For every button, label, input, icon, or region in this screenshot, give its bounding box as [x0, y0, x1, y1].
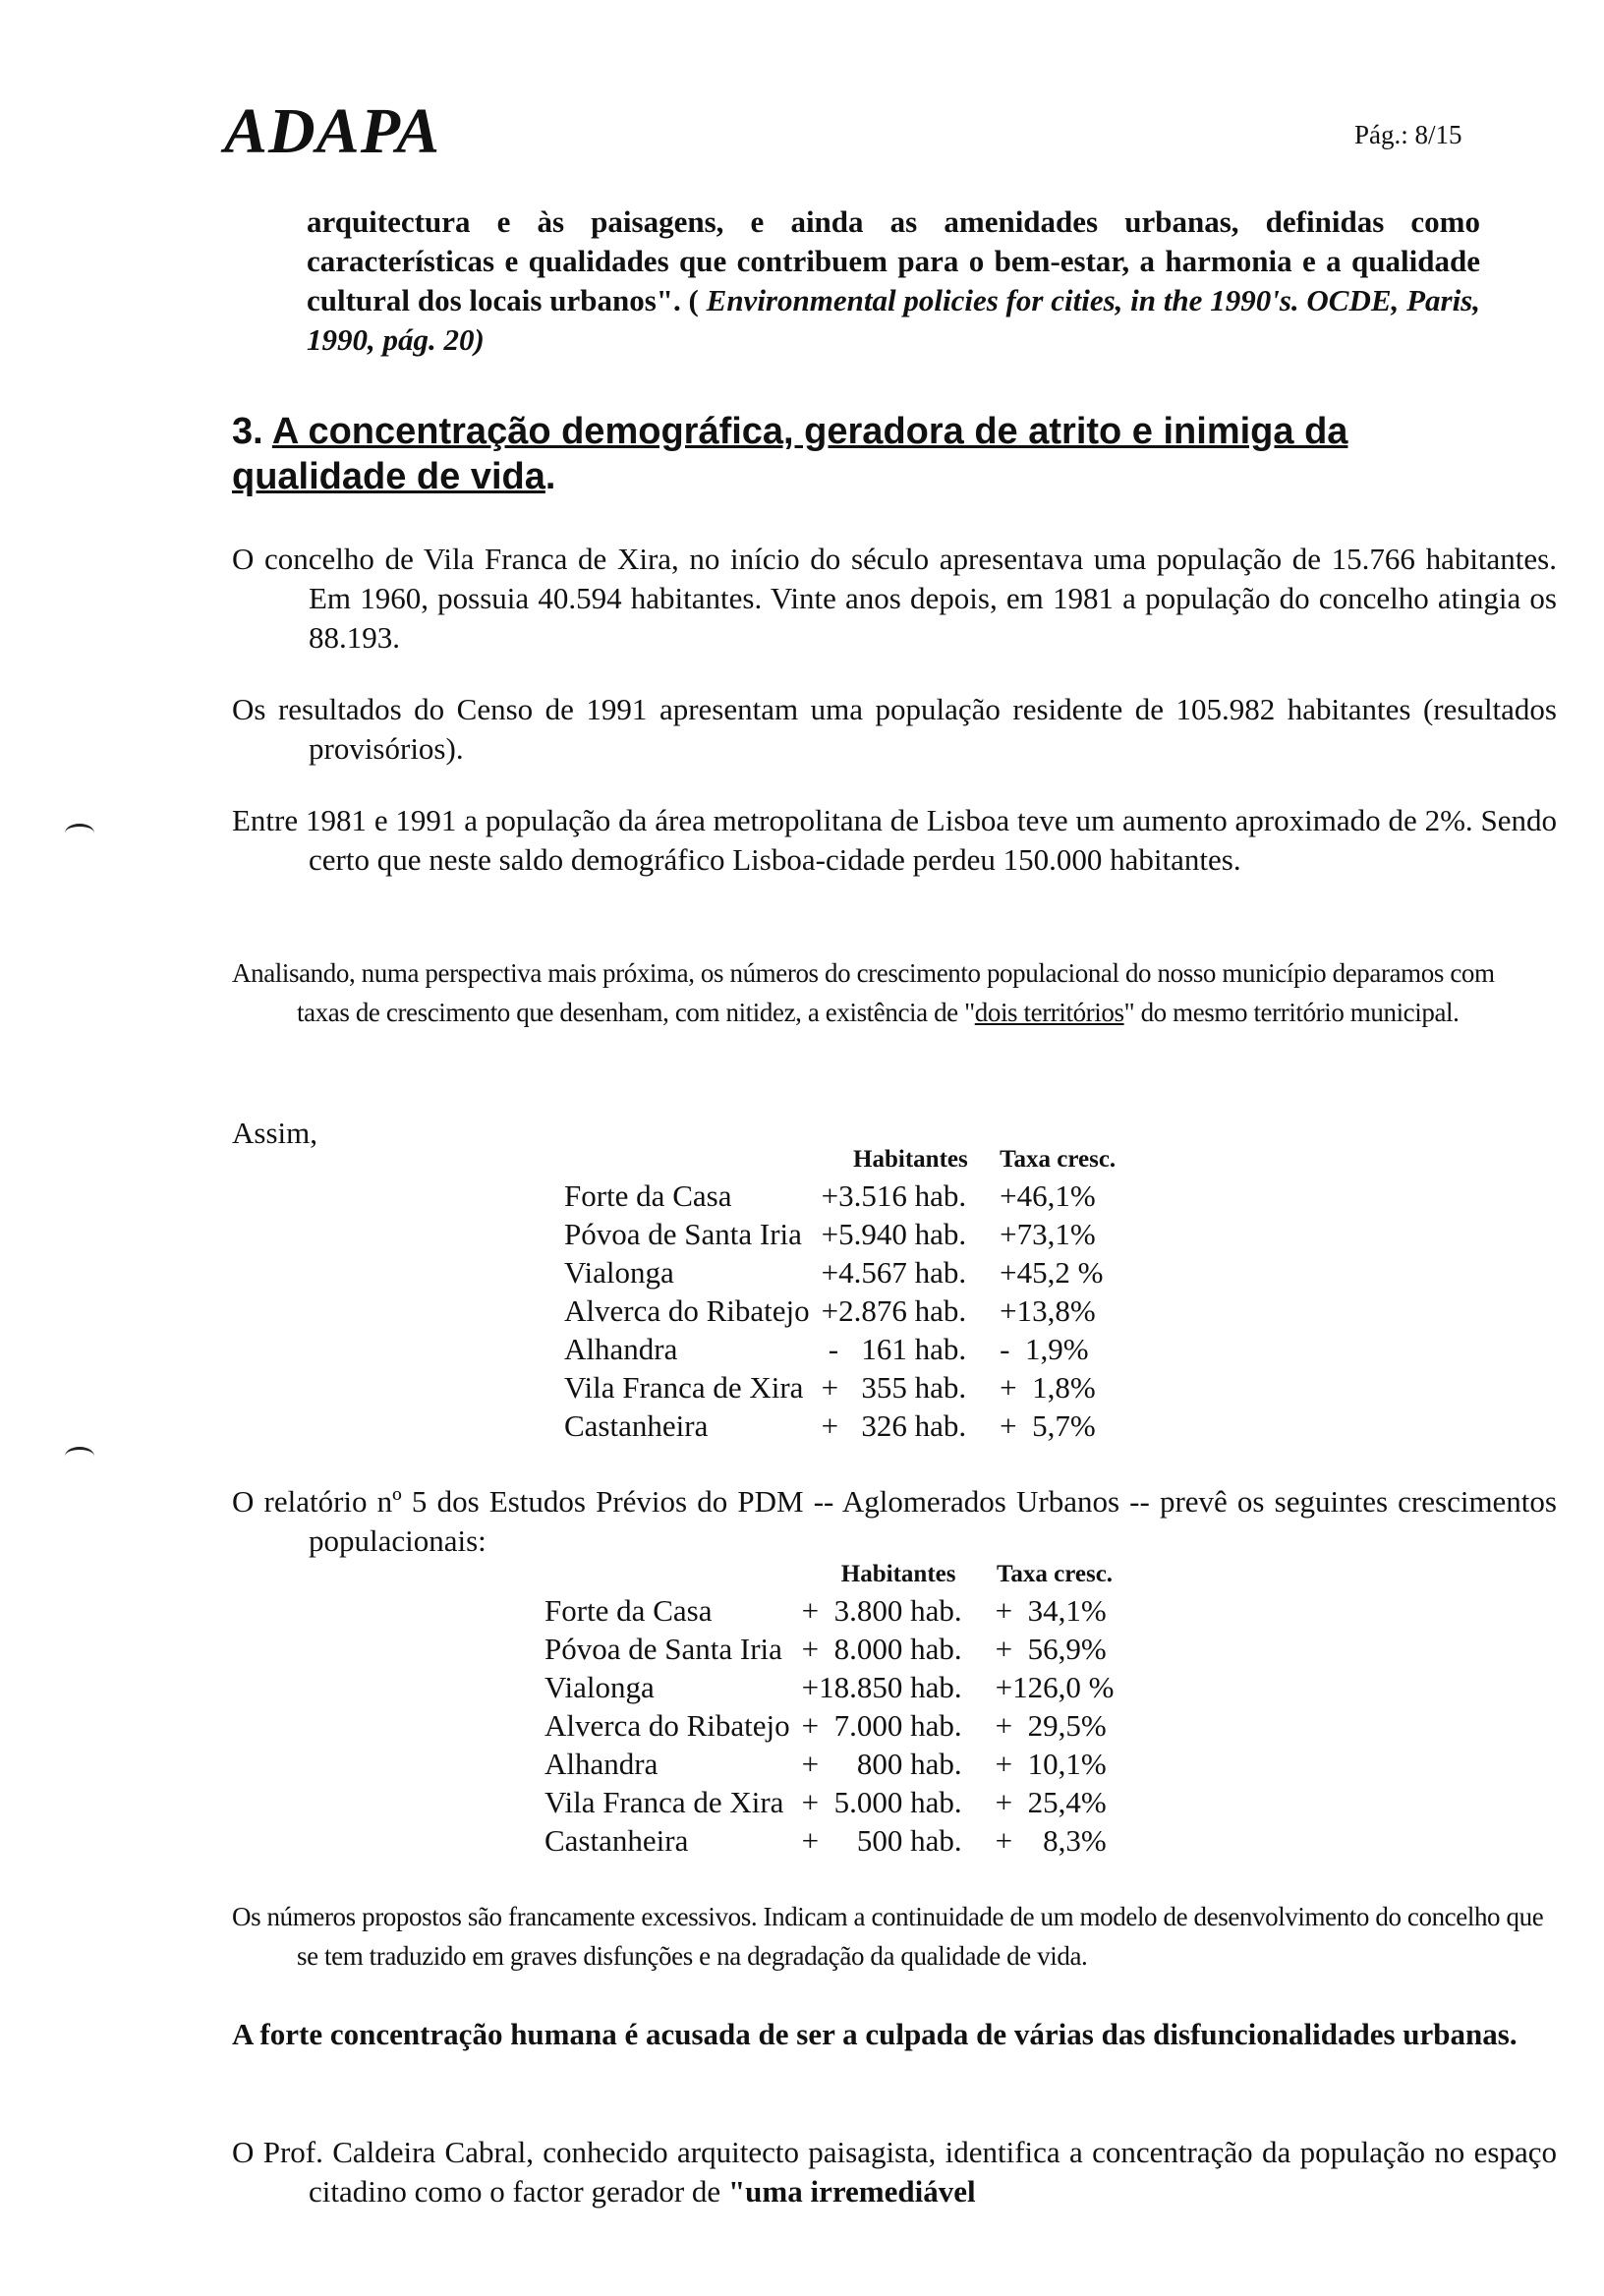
table-row: Alverca do Ribatejo +2.876 hab. +13,8% [564, 1292, 1096, 1328]
table-row: Alhandra - 161 hab. - 1,9% [564, 1331, 1089, 1366]
table-row: Castanheira + 500 hab. + 8,3% [544, 1822, 1107, 1858]
section-title-end: . [544, 456, 556, 497]
table-row: Vialonga +4.567 hab. +45,2 % [564, 1254, 1104, 1290]
table-row: Vialonga +18.850 hab. +126,0 % [544, 1669, 1115, 1704]
caldeira-cabral-quote: "uma irremediável [727, 2174, 976, 2209]
page-number: Pág.: 8/15 [1354, 120, 1462, 149]
header-habitantes: Habitantes [840, 1561, 956, 1587]
table-row: Vila Franca de Xira + 5.000 hab. + 25,4% [544, 1784, 1107, 1819]
margin-mark [65, 824, 94, 842]
paragraph-pdm-report: O relatório nº 5 dos Estudos Prévios do PDM -- Aglomerados Urbanos -- prevê os seguintes crescimentos populacionais: [232, 1484, 1557, 1558]
caldeira-cabral-text: O Prof. Caldeira Cabral, conhecido arquitecto paisagista, identifica a concentração da população no espaço citadino como o factor gerador de [232, 2135, 1557, 2209]
growth-table-1981-1991 [564, 1143, 1116, 1445]
two-territories-phrase: dois territórios [974, 998, 1124, 1027]
table-row: Forte da Casa + 3.800 hab. + 34,1% [544, 1592, 1107, 1628]
table-row: Vila Franca de Xira + 355 hab. + 1,8% [564, 1369, 1096, 1405]
section-number: 3. [232, 411, 263, 452]
section-title: A concentração demográfica, geradora de atrito e inimiga da qualidade de vida [232, 411, 1348, 497]
citation: Environmental policies for cities, in the 1990's. OCDE, Paris, 1990, pág. 20) [307, 283, 1480, 357]
growth-analysis-end: " do mesmo território municipal. [1123, 998, 1460, 1027]
section-heading [232, 409, 1480, 499]
table-header-row [564, 1143, 1116, 1177]
logo: ADAPA [224, 95, 441, 167]
continuation-text: arquitectura e às paisagens, e ainda as amenidades urbanas, definidas como características e qualidades que contribuem para o bem-estar, a harmonia e a qualidade cultural dos locais urbanos". ( [307, 204, 1480, 317]
paragraph-population-history: O concelho de Vila Franca de Xira, no início do século apresentava uma população de 15.766 habitantes. Em 1960, possuia 40.594 habitantes. Vinte anos depois, em 1981 a população do concelho atingia os 88.193. [232, 542, 1557, 655]
table-header-row [544, 1558, 1114, 1591]
paragraph-assim: Assim, [232, 1116, 317, 1150]
growth-table-pdm-forecast [544, 1558, 1114, 1860]
table-row: Castanheira + 326 hab. + 5,7% [564, 1407, 1096, 1443]
table-row: Alverca do Ribatejo + 7.000 hab. + 29,5% [544, 1707, 1107, 1743]
paragraph-excessive-numbers: Os números propostos são francamente excessivos. Indicam a continuidade de um modelo de desenvolvimento do concelho que se tem traduzido em graves disfunções e na degradação da qualidade de vida. [232, 1902, 1544, 1971]
header-habitantes: Habitantes [853, 1146, 968, 1173]
table-row: Alhandra + 800 hab. + 10,1% [544, 1746, 1107, 1781]
paragraph-census-1991: Os resultados do Censo de 1991 apresentam uma população residente de 105.982 habitantes (resultados provisórios). [232, 692, 1557, 766]
table-row: Forte da Casa +3.516 hab. +46,1% [564, 1177, 1096, 1213]
continuation-paragraph [307, 202, 1480, 360]
table-row: Póvoa de Santa Iria + 8.000 hab. + 56,9% [544, 1631, 1107, 1666]
table-row: Póvoa de Santa Iria +5.940 hab. +73,1% [564, 1216, 1096, 1251]
paragraph-human-concentration: A forte concentração humana é acusada de ser a culpada de várias das disfuncionalidades urbanas. [232, 2017, 1518, 2051]
paragraph-growth-analysis [232, 953, 1545, 1032]
header-taxa-cresc: Taxa cresc. [1000, 1146, 1117, 1173]
growth-analysis-text: Analisando, numa perspectiva mais próxima, os números do crescimento populacional do nosso município deparamos com taxas de crescimento que desenham, com nitidez, a existência de " [232, 958, 1495, 1027]
paragraph-caldeira-cabral [232, 2133, 1557, 2211]
paragraph-metropolitan-area: Entre 1981 e 1991 a população da área metropolitana de Lisboa teve um aumento aproximado de 2%. Sendo certo que neste saldo demográfico Lisboa-cidade perdeu 150.000 habitantes. [232, 803, 1557, 877]
margin-mark [65, 1447, 94, 1465]
header-taxa-cresc: Taxa cresc. [997, 1561, 1114, 1587]
